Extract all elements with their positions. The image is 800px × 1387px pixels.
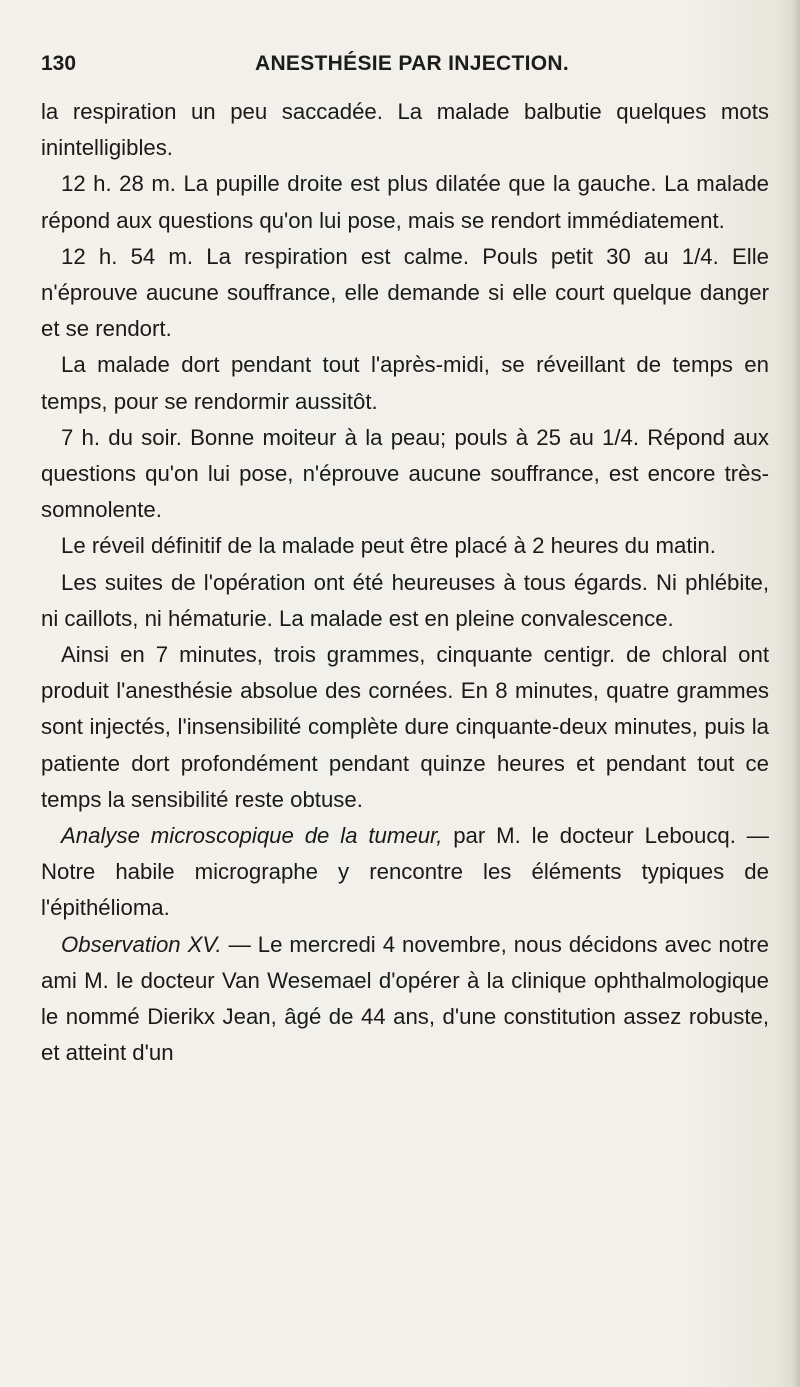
paragraph-9 xyxy=(41,818,769,927)
paragraph-4: La malade dort pendant tout l'après-midi, se réveillant de temps en temps, pour se rendormir aussitôt. xyxy=(41,352,769,414)
paragraph-1: la respiration un peu saccadée. La malade balbutie quelques mots inintelligibles. xyxy=(41,99,769,161)
page-header xyxy=(30,52,770,82)
paragraph-2: 12 h. 28 m. La pupille droite est plus dilatée que la gauche. La malade répond aux questions qu'on lui pose, mais se rendort immédiatement. xyxy=(41,171,769,233)
page-edge-shadow xyxy=(792,0,800,1387)
analysis-text: par M. le docteur Leboucq. — Notre habile micrographe y rencontre les éléments typiques de l'épithélioma. xyxy=(41,823,769,921)
body-text xyxy=(41,94,769,1071)
running-title: ANESTHÉSIE PAR INJECTION. xyxy=(255,52,569,75)
paragraph-3: 12 h. 54 m. La respiration est calme. Pouls petit 30 au 1/4. Elle n'éprouve aucune souffrance, elle demande si elle court quelque danger et se rendort. xyxy=(41,243,769,342)
paragraph-8: Ainsi en 7 minutes, trois grammes, cinquante centigr. de chloral ont produit l'anesthésie absolue des cornées. En 8 minutes, quatre grammes sont injectés, l'insensibilité complète dure cinquante-deux minutes, puis la patiente dort profondément pendant quinze heures et pendant tout ce temps la sensibilité reste obtuse. xyxy=(41,642,769,812)
page-number: 130 xyxy=(41,52,77,75)
paragraph-6: Le réveil définitif de la malade peut être placé à 2 heures du matin. xyxy=(61,533,716,559)
paragraph-10 xyxy=(41,927,769,1072)
paragraph-7: Les suites de l'opération ont été heureuses à tous égards. Ni phlébite, ni caillots, ni hématurie. La malade est en pleine convalescence. xyxy=(41,569,769,631)
observation-text: — Le mercredi 4 novembre, nous décidons avec notre ami M. le docteur Van Wesemael d'opérer à la clinique ophthalmologique le nommé Dierikx Jean, âgé de 44 ans, d'une constitution assez robuste, et atteint d'un xyxy=(41,931,769,1066)
paragraph-5: 7 h. du soir. Bonne moiteur à la peau; pouls à 25 au 1/4. Répond aux questions qu'on lui pose, n'éprouve aucune souffrance, est encore très-somnolente. xyxy=(41,424,769,523)
observation-heading: Observation XV. xyxy=(61,931,222,957)
analysis-heading: Analyse microscopique de la tumeur, xyxy=(61,823,443,849)
